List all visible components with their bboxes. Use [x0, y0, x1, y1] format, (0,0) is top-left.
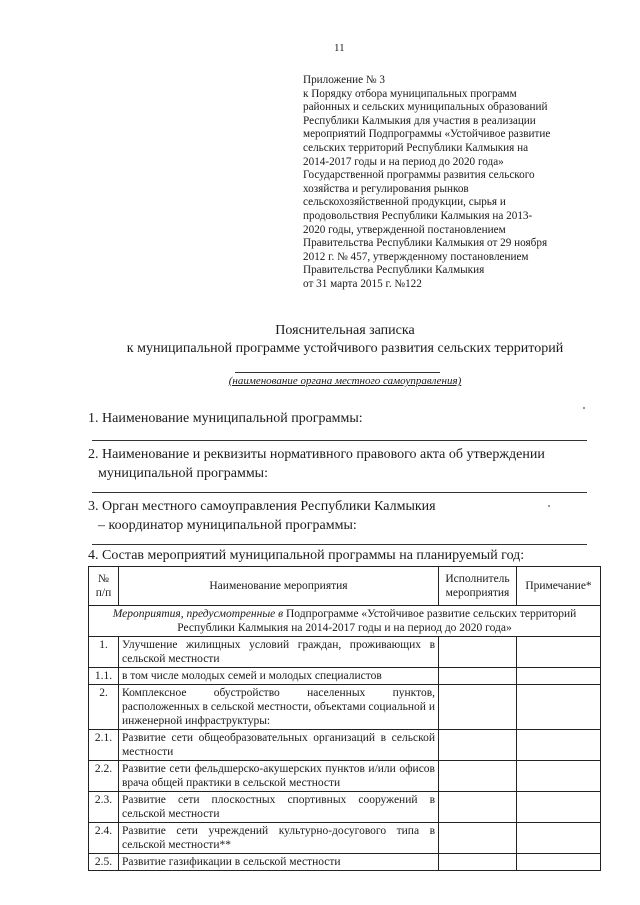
org-name-blank [235, 372, 440, 373]
table-row [89, 823, 601, 854]
table-row [89, 730, 601, 761]
row-executor [439, 792, 517, 823]
item-3-line-2: – координатор муниципальной программы: [98, 518, 357, 533]
row-note [517, 854, 601, 871]
table-row [89, 854, 601, 871]
events-table [88, 566, 601, 871]
item-1-blank-line [92, 440, 587, 441]
header-num: № п/п [89, 567, 119, 606]
page-number: 11 [334, 42, 345, 54]
table-row [89, 792, 601, 823]
header-name: Наименование мероприятия [119, 567, 439, 606]
row-name: Развитие сети учреждений культурно-досугового типа в сельской местности** [119, 823, 439, 854]
annex-line: от 31 марта 2015 г. №122 [303, 277, 422, 290]
row-name: Развитие сети плоскостных спортивных сооружений в сельской местности [119, 792, 439, 823]
item-1: 1. Наименование муниципальной программы: [88, 411, 363, 426]
row-name: в том числе молодых семей и молодых специалистов [119, 668, 439, 685]
annex-line: Правительства Республики Калмыкия [303, 264, 485, 277]
header-note: Примечание* [517, 567, 601, 606]
row-num: 2.5. [89, 854, 119, 871]
document-title [90, 322, 600, 358]
item-4: 4. Состав мероприятий муниципальной программы на планируемый год: [88, 548, 525, 563]
annex-line: Государственной программы развития сельского [303, 169, 535, 182]
title-line-2: к муниципальной программе устойчивого развития сельских территорий [126, 341, 564, 356]
annex-line: сельских территорий Республики Калмыкия на [303, 141, 529, 154]
row-executor [439, 730, 517, 761]
item-2 [88, 445, 598, 483]
row-note [517, 761, 601, 792]
row-executor [439, 854, 517, 871]
section-italic: Мероприятия, предусмотренные в [112, 608, 284, 620]
item-3-blank-line [92, 544, 587, 545]
row-name: Улучшение жилищных условий граждан, проживающих в сельской местности [119, 637, 439, 668]
row-num: 1. [89, 637, 119, 668]
row-note [517, 730, 601, 761]
annex-line: районных и сельских муниципальных образований [303, 101, 548, 114]
row-num: 2. [89, 685, 119, 730]
item-3 [88, 497, 598, 535]
row-note [517, 637, 601, 668]
annex-line: Республики Калмыкия для участия в реализации [303, 114, 536, 127]
annex-line: Приложение № 3 [303, 74, 385, 86]
table-row [89, 761, 601, 792]
annex-line: хозяйства и регулирования рынков [303, 182, 469, 195]
annex-line: к Порядку отбора муниципальных программ [303, 87, 517, 100]
row-note [517, 823, 601, 854]
scan-speck [583, 407, 585, 409]
table-row [89, 685, 601, 730]
row-name: Развитие сети общеобразовательных организаций в сельской местности [119, 730, 439, 761]
row-note [517, 792, 601, 823]
annex-line: 2014-2017 годы и на период до 2020 года» [303, 155, 504, 168]
row-num: 2.2. [89, 761, 119, 792]
item-2-line-1: 2. Наименование и реквизиты нормативного правового акта об утверждении [88, 447, 545, 462]
row-executor [439, 761, 517, 792]
row-num: 2.3. [89, 792, 119, 823]
item-2-line-2: муниципальной программы: [98, 466, 268, 481]
annex-line: Правительства Республики Калмыкия от 29 ноября [303, 237, 548, 250]
row-note [517, 685, 601, 730]
annex-line: мероприятий Подпрограммы «Устойчивое развитие [303, 128, 551, 141]
annex-line: 2012 г. № 457, утвержденному постановлением [303, 250, 529, 263]
org-caption: (наименование органа местного самоуправления) [228, 375, 462, 387]
row-executor [439, 637, 517, 668]
section-text: Подпрограмме «Устойчивое развитие сельских территорий Республики Калмыкия на 2014-2017 годы и на период до 2020 года» [177, 608, 577, 634]
row-num: 2.4. [89, 823, 119, 854]
row-num: 1.1. [89, 668, 119, 685]
title-line-1: Пояснительная записка [275, 323, 415, 338]
item-3-line-1: 3. Орган местного самоуправления Республики Калмыкия [88, 499, 436, 514]
annex-line: 2020 годы, утвержденной постановлением [303, 223, 506, 236]
annex-line: продовольствия Республики Калмыкия на 2013- [303, 209, 533, 222]
row-name: Комплексное обустройство населенных пунктов, расположенных в сельской местности, объектами социальной и инженерной инфраструктуры: [119, 685, 439, 730]
item-2-blank-line [92, 492, 587, 493]
row-note [517, 668, 601, 685]
row-num: 2.1. [89, 730, 119, 761]
table-row [89, 668, 601, 685]
annex-line: сельскохозяйственной продукции, сырья и [303, 196, 506, 209]
row-executor [439, 823, 517, 854]
annex-header [303, 74, 589, 292]
row-executor [439, 668, 517, 685]
row-name: Развитие газификации в сельской местности [119, 854, 439, 871]
section-row [89, 606, 601, 637]
row-name: Развитие сети фельдшерско-акушерских пунктов и/или офисов врача общей практики в сельской местности [119, 761, 439, 792]
row-executor [439, 685, 517, 730]
section-cell [89, 606, 601, 637]
table-row [89, 637, 601, 668]
table-header-row [89, 567, 601, 606]
header-executor: Исполнитель мероприятия [439, 567, 517, 606]
scan-speck [548, 505, 550, 507]
